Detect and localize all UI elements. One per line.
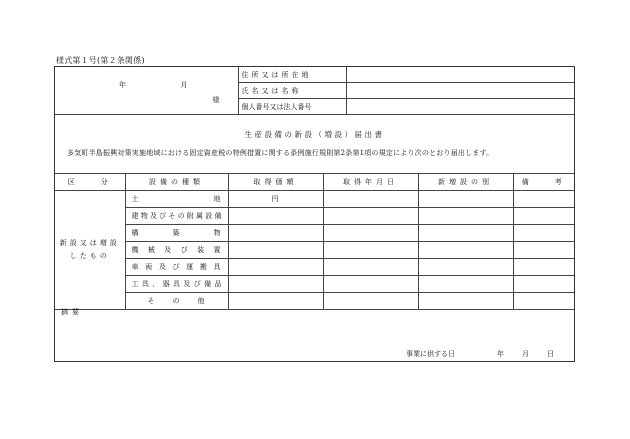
table-header-row: [55, 174, 574, 191]
header-equipment-type: 設備の種類: [125, 174, 228, 191]
equipment-table: [55, 173, 574, 310]
notes-field[interactable]: [513, 208, 574, 225]
equipment-type: 土地: [125, 191, 228, 208]
address-label: 住所又は所在地: [238, 67, 346, 83]
table-row: [55, 242, 574, 259]
date-cell: [55, 67, 238, 115]
table-row: [55, 225, 574, 242]
name-field[interactable]: [346, 83, 574, 99]
acquisition-price-field[interactable]: [228, 259, 323, 276]
yen-unit[interactable]: 円: [228, 191, 323, 208]
notes-field[interactable]: [513, 191, 574, 208]
service-date-year: 年: [497, 350, 504, 358]
remarks-label: 摘要: [61, 308, 83, 316]
address-field[interactable]: [346, 67, 574, 83]
acquisition-date-field[interactable]: [323, 242, 418, 259]
acquisition-date-field[interactable]: [323, 208, 418, 225]
notification-form: [54, 66, 575, 362]
new-or-expansion-field[interactable]: [418, 276, 513, 293]
table-row: [55, 293, 574, 310]
notes-field[interactable]: [513, 259, 574, 276]
acquisition-date-field[interactable]: [323, 225, 418, 242]
notes-field[interactable]: [513, 225, 574, 242]
service-date-month: 月: [522, 350, 529, 358]
id-number-label: 個人番号又は法人番号: [238, 99, 346, 115]
header-category: 区 分: [55, 174, 125, 191]
service-date-day: 日: [547, 350, 554, 358]
form-number: 様式第１号(第２条関係): [56, 56, 145, 65]
table-row: [55, 276, 574, 293]
table-row: [55, 191, 574, 208]
equipment-type: 車両及び運搬具: [125, 259, 228, 276]
acquisition-date-field[interactable]: [323, 276, 418, 293]
notes-field[interactable]: [513, 276, 574, 293]
header-notes: 備 考: [513, 174, 574, 191]
acquisition-price-field[interactable]: [228, 276, 323, 293]
new-or-expansion-field[interactable]: [418, 191, 513, 208]
acquisition-price-field[interactable]: [228, 242, 323, 259]
equipment-type: 構築物: [125, 225, 228, 242]
applicant-header: [55, 67, 574, 115]
date-month: 月: [180, 81, 188, 89]
equipment-type: 機械及び装置: [125, 242, 228, 259]
acquisition-price-field[interactable]: [228, 293, 323, 310]
notes-field[interactable]: [513, 242, 574, 259]
honorific: 様: [212, 96, 220, 104]
new-or-expansion-field[interactable]: [418, 242, 513, 259]
name-label: 氏名又は名称: [238, 83, 346, 99]
acquisition-price-field[interactable]: [228, 225, 323, 242]
id-number-field[interactable]: [346, 99, 574, 115]
new-or-expansion-field[interactable]: [418, 259, 513, 276]
acquisition-price-field[interactable]: [228, 208, 323, 225]
new-or-expansion-field[interactable]: [418, 225, 513, 242]
notes-field[interactable]: [513, 293, 574, 310]
new-or-expansion-field[interactable]: [418, 293, 513, 310]
table-row: [55, 208, 574, 225]
equipment-type: その他: [125, 293, 228, 310]
category-cell: 新設又は増設したもの: [55, 191, 125, 310]
header-new-or-expansion: 新増設の別: [418, 174, 513, 191]
submission-date: [119, 80, 238, 90]
document-statement: 多気町半島振興対策実施地域における固定資産税の特例措置に関する条例施行規則第2条第1項の規定により次のとおり届出します。: [67, 149, 494, 157]
header-acquisition-price: 取得価額: [228, 174, 323, 191]
acquisition-date-field[interactable]: [323, 259, 418, 276]
new-or-expansion-field[interactable]: [418, 208, 513, 225]
document-title: 生産設備の新設（増設）届出書: [244, 130, 385, 139]
date-year: 年: [119, 81, 126, 89]
equipment-type: 工具、器具及び備品: [125, 276, 228, 293]
table-row: [55, 259, 574, 276]
equipment-type: 建物及びその附属設備: [125, 208, 228, 225]
acquisition-date-field[interactable]: [323, 191, 418, 208]
acquisition-date-field[interactable]: [323, 293, 418, 310]
service-date-label: 事業に供する日: [406, 350, 455, 358]
header-acquisition-date: 取得年月日: [323, 174, 418, 191]
service-date: [406, 349, 554, 359]
